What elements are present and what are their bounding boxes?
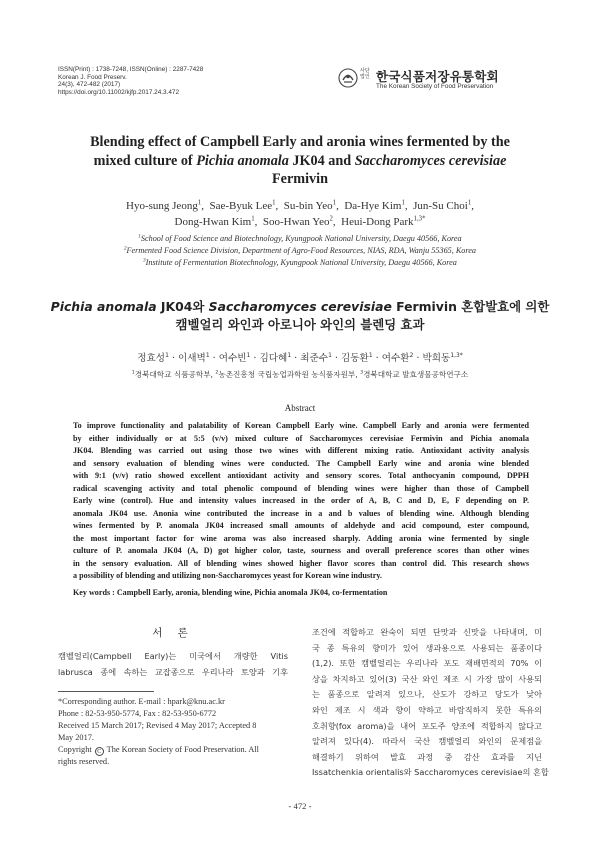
title-line-2: mixed culture of Pichia anomala JK04 and Saccharomyces cerevisiae [93,152,507,169]
copyright-notice: Copyright C The Korean Society of Food Preservation. All [58,745,259,755]
affiliation-3: $^3$Institute of Fermentation Biotechnology, Kyungpook National University, Daegu 40566, Korea [143,256,457,267]
right-column [312,625,549,781]
keywords-label: Key words : [73,588,115,597]
abstract-line: To improve functionality and palatability of Korean Campbell Early wine. Campbell Early and aronia were fermented [73,421,529,430]
korean-affiliation-list: $^1$경북대학교 식품공학부, $^2$농촌진흥청 국립농업과학원 농식품자원부, $^3$경북대학교 발효생물공학연구소 [131,370,469,379]
abstract-line: anomala JK04 use. Anonia wine contributed the increase in a and b values of blending wine. Although blending [73,508,529,518]
body-line: 알려져 있다(4). 따라서 국산 캠벨얼리 와인의 문제점을 [312,736,542,747]
contact-phone: Phone : 82-53-950-5774, Fax : 82-53-950-6772 [58,709,217,718]
page-number: - 472 - [288,801,312,811]
affiliation-1: $^1$School of Food Science and Biotechnology, Kyungpook National University, Daegu 40566, Korea [138,233,462,243]
right-column-body [312,625,549,781]
title-line-1: Blending effect of Campbell Early and aronia wines fermented by the [90,134,510,150]
copyright-icon: C [95,747,104,756]
body-line: 국 종 특유의 향미가 있어 생과용으로 사용되는 품종이다 [312,642,542,653]
abstract-body [73,420,529,583]
abstract-line: with 9:1 (v/v) ratio showed excellent antioxidant activity and sensory scores. Total anthocyanin compound, DPPH [73,471,529,480]
body-line: (1,2). 또한 캠벨얼리는 우리나라 포도 재배면적의 70% 이 [312,658,542,669]
body-line: 는 품종으로 알려져 있으나, 산도가 강하고 당도가 낮아 [312,689,542,700]
paper-title [40,133,560,189]
body-line: 호취향(fox aroma)을 내어 포도주 양조에 적합하지 않다고 [312,720,542,731]
author-list [40,199,560,230]
accepted-date: May 2017. [58,733,94,742]
society-prefix: 사단법인 [360,68,370,80]
keywords-text: Campbell Early, aronia, blending wine, Pichia anomala JK04, co-fermentation [114,588,388,597]
body-line: labrusca 종에 속하는 교잡종으로 우리나라 토양과 기후 [58,666,288,677]
affiliation-2: $^2$Fermented Food Science Division, Department of Agro-Food Resources, NIAS, RDA, Wanju 55365, Korea [123,245,477,255]
author-line-2: Dong-Hwan Kim$^1$, Soo-Hwan Yeo$^2$, Heui-Dong Park$^{1,3*}$ [174,214,426,228]
left-column-body [58,649,288,680]
abstract-heading: Abstract [284,403,316,413]
abstract-line: in the sensory evaluation. All of blending wines showed higher flavor scores than control did. This research shows [73,558,529,568]
body-line: 와인 제조 시 색과 향이 약하고 바람직하지 못한 특유의 [312,704,542,715]
journal-metadata [58,66,203,96]
abstract-line: culture of P. anomala JK04 (A, D) got higher color, taste, sourness and overall preference scores than other wines [73,546,529,555]
affiliation-list [40,233,560,268]
abstract-line: radical scavenging activity and total phenolic compound of blending wines were higher than those of Campbell [73,483,529,493]
received-dates: Received 15 March 2017; Revised 4 May 2017; Accepted 8 [58,721,257,730]
korean-author-list: 정효성$^1$ · 이새벽$^1$ · 여수빈$^1$ · 김다혜$^1$ · 최준수$^1$ · 김동환$^1$ · 여수환$^2$ · 박희동$^{1,3*}$ [137,351,463,364]
footnote [58,696,290,768]
body-line: 캠벨얼리(Campbell Early)는 미국에서 개량한 Vitis [58,651,288,661]
author-line-1: Hyo-sung Jeong$^1$, Sae-Byuk Lee$^1$, Su-bin Yeo$^1$, Da-Hye Kim$^1$, Jun-Su Choi$^1$, [126,199,474,212]
society-logo-icon [338,68,358,88]
abstract-line: Early wine (control). Hue and intensity values increased in the order of A, B, C and D, E, F depending on P. [73,496,529,505]
title-line-3: Fermivin [272,171,328,187]
volume-text: 24(3), 472-482 (2017) [58,81,121,89]
body-line: 상을 차지하고 있어(3) 국산 와인 제조 시 가장 많이 사용되 [312,673,542,684]
left-column [58,625,288,680]
korean-title-line-2: 캠벨얼리 와인과 아로니아 와인의 블렌딩 효과 [175,317,425,332]
body-line: 조건에 적합하고 완숙이 되면 단맛과 신맛을 나타내며, 미 [312,627,542,637]
korean-title [40,298,560,334]
copyright-notice-cont: rights reserved. [58,757,110,766]
keywords [73,588,529,597]
society-english-name: The Korean Society of Food Preservation [376,83,494,90]
abstract-line: a possibility of blending and utilizing non-Saccharomyces yeast for Korean wine industry. [73,571,382,580]
society-korean-name: 한국식품저장유통학회 [376,70,499,84]
corresponding-author[interactable]: *Corresponding author. E-mail : hpark@knu.ac.kr [58,697,225,706]
society-branding [338,66,548,94]
journal-name: Korean J. Food Preserv. [58,73,127,81]
abstract-line: JK04. Blending was carried out using those two wines with different mixing ratio. Antioxidant activity analysis [73,446,529,455]
abstract-line: by either individually or at 5:5 (v/v) mixed culture of Saccharomyces cerevisiae Fermivin and Pichia anomala [73,433,529,443]
korean-title-line-1: Pichia anomala JK04와 Saccharomyces cerevisiae Fermivin 혼합발효에 의한 [50,299,550,314]
body-line: 해결하기 위하여 발효 과정 중 감산 효과를 지닌 [312,751,542,762]
abstract-line: and sensory evaluation of blending wines were conducted. The Campbell Early wine and aronia wine blended [73,458,529,468]
footnote-divider [58,691,154,692]
abstract-line: wines fermented by P. anomala JK04 increased small amounts of aldehyde and acid compound, ester compound, [73,521,529,530]
doi-link[interactable]: https://doi.org/10.11002/kjfp.2017.24.3.472 [58,88,180,96]
abstract-line: the most important factor for wine aroma was also increased sharply. Adding aronia wine fermented by single [73,533,529,543]
section-heading-introduction: 서 론 [152,627,194,639]
issn-text: ISSN(Print) : 1738-7248, ISSN(Online) : 2287-7428 [58,66,204,73]
body-line: Issatchenkia orientalis와 Saccharomyces cerevisiae의 혼합 [312,767,549,778]
